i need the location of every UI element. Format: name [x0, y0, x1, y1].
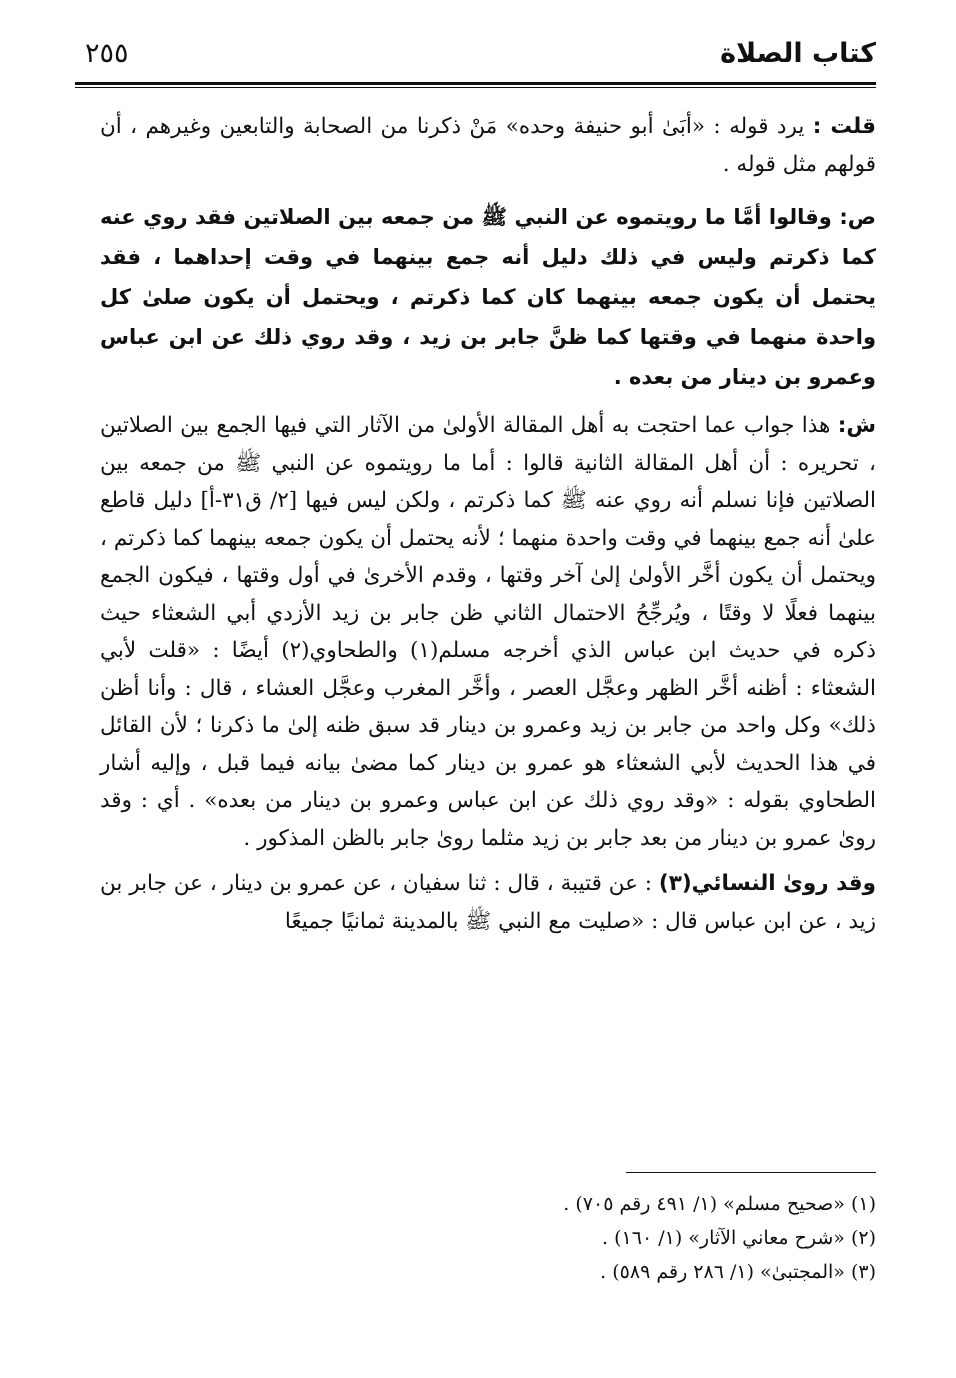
paragraph-text: يرد قوله : «أبَىٰ أبو حنيفة وحده» مَنْ ذكرنا من الصحابة والتابعين وغيرهم ، أن قولهم مثل قوله .	[100, 114, 876, 177]
footnote-item: (٣) «المجتبىٰ» (١/ ٢٨٦ رقم ٥٨٩) .	[600, 1261, 876, 1283]
paragraph-lead: قلت :	[812, 114, 877, 139]
running-title: كتاب الصلاة	[720, 38, 876, 69]
footnote-item: (١) «صحيح مسلم» (١/ ٤٩١ رقم ٧٠٥) .	[563, 1193, 876, 1215]
paragraph-nasai	[100, 865, 876, 940]
paragraph-qult	[100, 108, 876, 183]
paragraph-lead: ش:	[837, 413, 876, 438]
paragraph-text: وقالوا أمَّا ما رويتموه عن النبي ﷺ من جمعه بين الصلاتين فقد روي عنه كما ذكرتم وليس في ذلك دليل أنه جمع بينهما في وقت إحداهما ، فقد يحتمل أن يكون جمعه بينهما كان كما ذكرتم ، ويحتمل أن يكون صلىٰ كل واحدة منهما في وقتها كما ظنَّ جابر بن زيد ، وقد روي ذلك عن ابن عباس وعمرو بن دينار من بعده .	[100, 205, 876, 389]
page-header	[75, 30, 876, 88]
footnotes	[100, 1187, 876, 1289]
footnote-item: (٢) «شرح معاني الآثار» (١/ ١٦٠) .	[602, 1227, 876, 1249]
paragraph-lead: وقد روىٰ النسائي(٣)	[658, 871, 876, 896]
paragraph-text: : عن قتيبة ، قال : ثنا سفيان ، عن عمرو بن دينار ، عن جابر بن زيد ، عن ابن عباس قال : «صليت مع النبي ﷺ بالمدينة ثمانيًا جميعًا	[100, 871, 876, 934]
main-text	[100, 108, 876, 940]
footnote-separator	[626, 1172, 876, 1173]
paragraph-text: هذا جواب عما احتجت به أهل المقالة الأولىٰ من الآثار التي فيها الجمع بين الصلاتين ، تحريره : أن أهل المقالة الثانية قالوا : أما ما رويتموه عن النبي ﷺ من جمعه بين الصلاتين فإنا نسلم أنه روي عنه ﷺ كما ذكرتم ، ولكن ليس فيها [٢/ ق٣١-أ] دليل قاطع علىٰ أنه جمع بينهما في وقت واحدة منهما ؛ لأنه يحتمل أن يكون جمعه بينهما كما ذكرتم ، ويحتمل أن يكون أخَّر الأولىٰ إلىٰ آخر وقتها ، وقدم الأخرىٰ في أول وقتها ، فيكون الجمع بينهما فعلًا لا وقتًا ، ويُرجِّحُ الاحتمال الثاني ظن جابر بن زيد الأزدي أبي الشعثاء حيث ذكره في حديث ابن عباس الذي أخرجه مسلم(١) والطحاوي(٢) أيضًا : «قلت لأبي الشعثاء : أظنه أخَّر الظهر وعجَّل العصر ، وأخَّر المغرب وعجَّل العشاء ، قال : وأنا أظن ذلك» وكل واحد من جابر بن زيد وعمرو بن دينار قد سبق ظنه إلىٰ ما ذكرنا ؛ لأن القائل في هذا الحديث لأبي الشعثاء هو عمرو بن دينار كما مضىٰ بيانه فيما قبل ، وإليه أشار الطحاوي بقوله : «وقد روي ذلك عن ابن عباس وعمرو بن دينار من بعده» . أي : وقد روىٰ عمرو بن دينار من بعد جابر بن زيد مثلما روىٰ جابر بالظن المذكور .	[100, 413, 876, 851]
paragraph-lead: ص:	[839, 205, 876, 229]
header-rule	[75, 82, 876, 88]
paragraph-matn	[100, 197, 876, 397]
page-number: ٢٥٥	[85, 38, 129, 69]
paragraph-sharh	[100, 407, 876, 857]
